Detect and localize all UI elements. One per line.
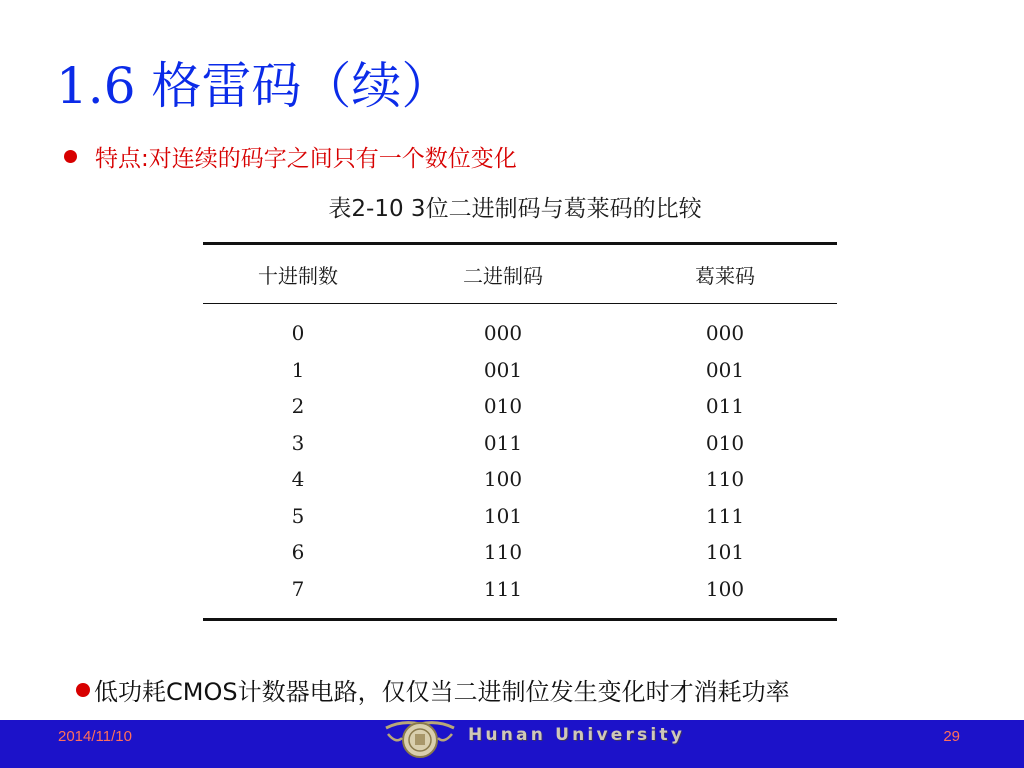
university-name: Hunan University [468, 725, 686, 745]
cell-binary: 111 [393, 571, 613, 620]
cell-gray: 110 [705, 467, 745, 492]
cell-binary: 110 [483, 540, 523, 565]
cell-decimal: 7 [203, 571, 393, 620]
table-header-row [203, 244, 837, 304]
table-row [203, 571, 837, 620]
cell-binary: 000 [483, 321, 523, 346]
bullet-feature-text: 特点:对连续的码字之间只有一个数位变化 [95, 146, 517, 172]
table-caption: 表2-10 3位二进制码与葛莱码的比较 [328, 196, 702, 222]
cell-binary: 010 [483, 394, 523, 419]
header-gray: 葛莱码 [613, 244, 837, 304]
bullet-dot-icon [76, 683, 90, 697]
cell-gray: 011 [705, 394, 745, 419]
cell-gray: 001 [705, 357, 745, 382]
cell-binary: 001 [483, 357, 523, 382]
cell-decimal: 1 [291, 357, 305, 382]
cell-gray: 101 [705, 540, 745, 565]
table-row [203, 461, 837, 498]
table-row [203, 388, 837, 425]
table-row [203, 352, 837, 389]
footer-date: 2014/11/10 [58, 728, 132, 745]
university-seal-icon [384, 720, 456, 760]
table-row [203, 498, 837, 535]
footer-bar [0, 720, 1024, 768]
cell-gray: 000 [705, 321, 745, 346]
bullet-dot-icon [64, 150, 77, 163]
cell-gray: 111 [705, 503, 745, 528]
slide-title: 1.6 格雷码（续） [56, 57, 452, 115]
header-binary: 二进制码 [393, 244, 613, 304]
bullet-cmos-text: 低功耗CMOS计数器电路，仅仅当二进制位发生变化时才消耗功率 [94, 678, 790, 706]
header-decimal: 十进制数 [203, 244, 393, 304]
cell-binary: 101 [483, 503, 523, 528]
bullet-cmos [76, 672, 790, 707]
cell-decimal: 2 [291, 394, 305, 419]
comparison-table [203, 242, 837, 621]
cell-decimal: 5 [291, 503, 305, 528]
table-row [203, 534, 837, 571]
cell-gray: 010 [705, 430, 745, 455]
cell-binary: 011 [483, 430, 523, 455]
table-row [203, 425, 837, 462]
bullet-feature [64, 140, 517, 173]
cell-gray: 100 [613, 571, 837, 620]
cell-decimal: 6 [291, 540, 305, 565]
table-row [203, 304, 837, 352]
cell-decimal: 0 [291, 321, 305, 346]
page-number: 29 [943, 728, 960, 745]
cell-decimal: 3 [291, 430, 305, 455]
cell-binary: 100 [483, 467, 523, 492]
cell-decimal: 4 [291, 467, 305, 492]
